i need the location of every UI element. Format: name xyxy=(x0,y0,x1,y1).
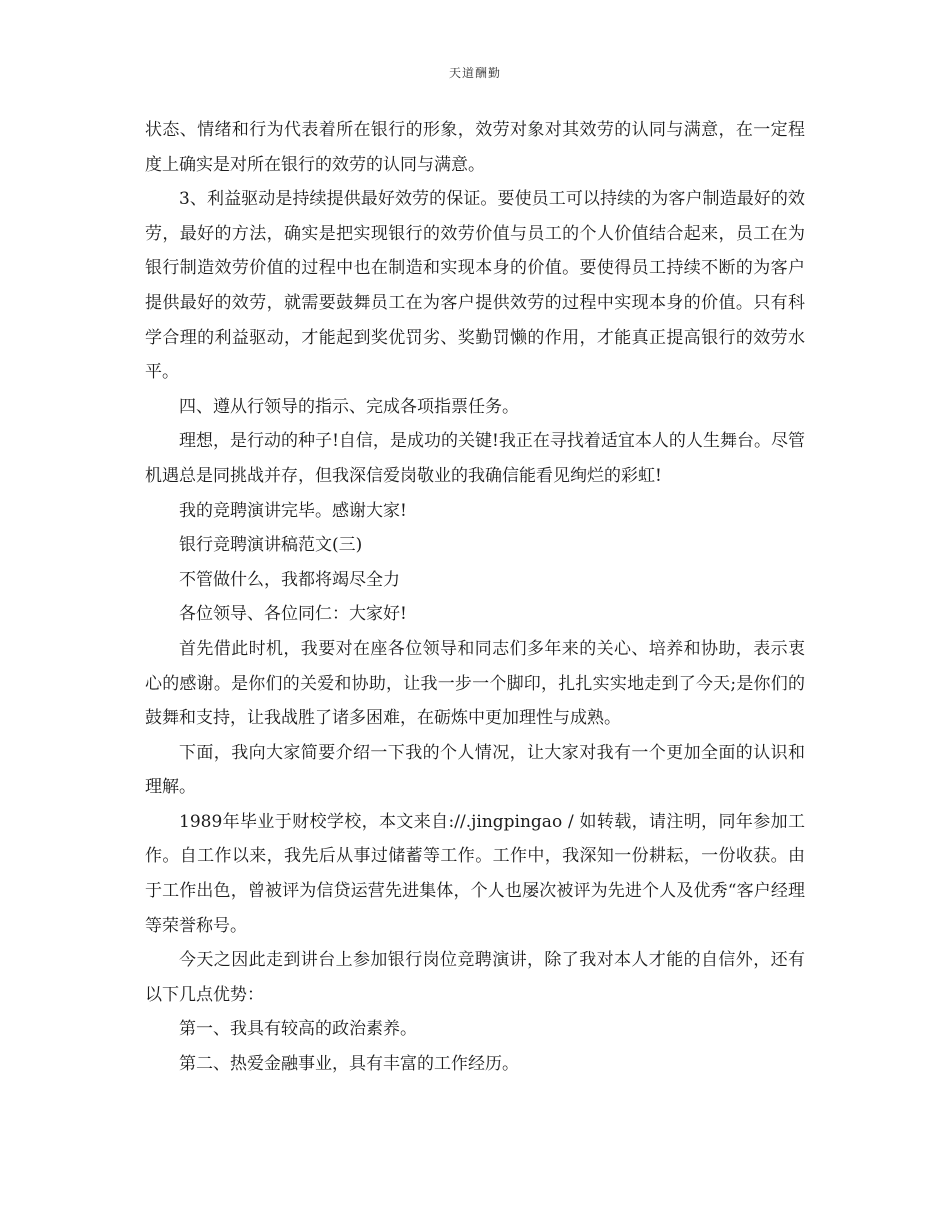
paragraph: 我的竞聘演讲完毕。感谢大家! xyxy=(179,500,407,521)
section-title: 银行竞聘演讲稿范文(三) xyxy=(179,535,363,556)
paragraph: 理想，是行动的种子!自信，是成功的关键!我正在寻找着适宜本人的人生舞台。尽管机遇总是同挑战并存，但我深信爱岗敬业的我确信能看见绚烂的彩虹! xyxy=(145,431,805,486)
list-item: 第二、热爱金融事业，具有丰富的工作经历。 xyxy=(179,1054,519,1075)
paragraph: 今天之因此走到讲台上参加银行岗位竞聘演讲，除了我对本人才能的自信外，还有以下几点优势： xyxy=(145,950,805,1005)
paragraph: 下面，我向大家简要介绍一下我的个人情况，让大家对我有一个更加全面的认识和理解。 xyxy=(145,742,805,798)
paragraph: 1989年毕业于财校学校，本文来自://.jingpingao / 如转载，请注明，同年参加工作。自工作以来，我先后从事过储蓄等工作。工作中，我深知一份耕耘，一份收获。由于工作出色，曾被评为信贷运营先进集体，个人也屡次被评为先进个人及优秀“客户经理等荣誉称号。 xyxy=(145,811,805,936)
list-item: 第一、我具有较高的政治素养。 xyxy=(179,1019,417,1040)
page-header: 天道酬勤 xyxy=(448,66,501,80)
document-body xyxy=(145,113,805,1082)
paragraph: 四、遵从行领导的指示、完成各项指票任务。 xyxy=(179,396,519,417)
paragraph: 首先借此时机，我要对在座各位领导和同志们多年来的关心、培养和协助，表示衷心的感谢。是你们的关爱和协助，让我一步一个脚印，扎扎实实地走到了今天;是你们的鼓舞和支持，让我战胜了诸多困难，在砺炼中更加理性与成熟。 xyxy=(145,638,805,729)
subtitle: 不管做什么，我都将竭尽全力 xyxy=(179,569,400,590)
paragraph: 状态、情绪和行为代表着所在银行的形象，效劳对象对其效劳的认同与满意，在一定程度上确实是对所在银行的效劳的认同与满意。 xyxy=(145,120,805,175)
paragraph: 3、利益驱动是持续提供最好效劳的保证。要使员工可以持续的为客户制造最好的效劳，最好的方法，确实是把实现银行的效劳价值与员工的个人价值结合起来，员工在为银行制造效劳价值的过程中也在制造和实现本身的价值。要使得员工持续不断的为客户提供最好的效劳，就需要鼓舞员工在为客户提供效劳的过程中实现本身的价值。只有科学合理的利益驱动，才能起到奖优罚劣、奖勤罚懒的作用，才能真正提高银行的效劳水平。 xyxy=(145,189,805,383)
greeting: 各位领导、各位同仁：大家好! xyxy=(179,604,407,625)
